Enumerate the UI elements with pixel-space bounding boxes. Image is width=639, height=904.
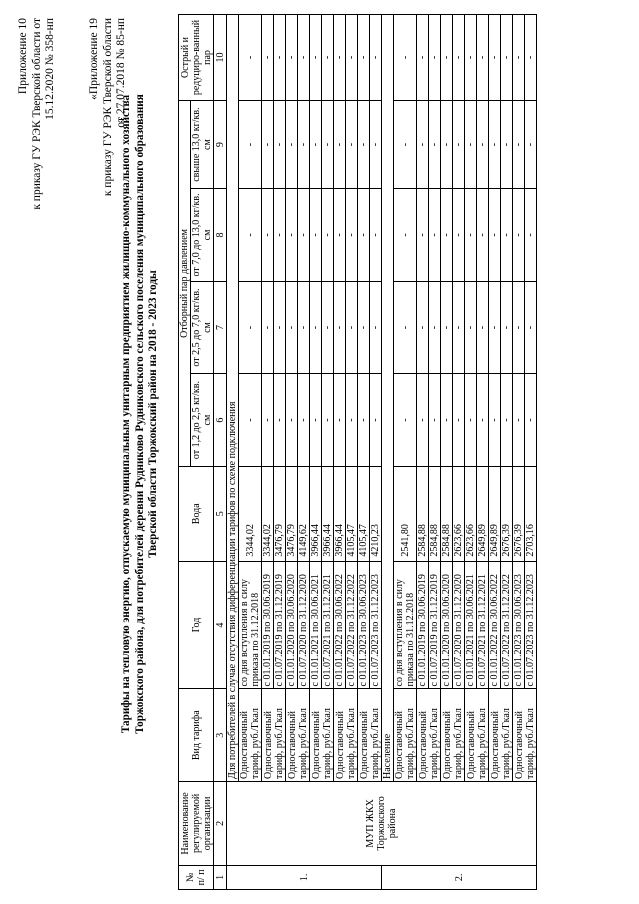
steam-tariff-dash: - xyxy=(322,189,334,282)
water-tariff-value: 3966,44 xyxy=(322,466,334,561)
water-tariff-value: 2584,88 xyxy=(441,466,453,561)
steam-tariff-dash: - xyxy=(453,374,465,467)
steam-tariff-dash: - xyxy=(465,189,477,282)
steam-tariff-dash: - xyxy=(262,15,274,101)
column-number: 7 xyxy=(214,281,227,374)
steam-tariff-dash: - xyxy=(310,374,322,467)
water-tariff-value: 2541,80 xyxy=(394,466,417,561)
steam-tariff-dash: - xyxy=(370,189,382,282)
steam-tariff-dash: - xyxy=(346,15,358,101)
steam-tariff-dash: - xyxy=(477,101,489,189)
water-tariff-value: 2584,88 xyxy=(417,466,429,561)
header-tariff-type: Вид тарифа xyxy=(179,689,214,782)
title-line-2: Торжокского района, для потребителей деревни Рудниково Рудниковского сельского поселения муниципального образования xyxy=(133,94,146,734)
steam-tariff-dash: - xyxy=(262,374,274,467)
column-number: 8 xyxy=(214,189,227,282)
steam-tariff-dash: - xyxy=(429,281,441,374)
section-note-row xyxy=(227,15,239,890)
steam-tariff-dash: - xyxy=(262,189,274,282)
steam-tariff-dash: - xyxy=(298,189,310,282)
steam-tariff-dash: - xyxy=(239,15,262,101)
water-tariff-value: 4149,62 xyxy=(298,466,310,561)
steam-tariff-dash: - xyxy=(513,101,525,189)
steam-tariff-dash: - xyxy=(513,374,525,467)
steam-tariff-dash: - xyxy=(239,189,262,282)
tariff-period: с 01.01.2020 по 30.06.2020 xyxy=(441,561,453,689)
steam-tariff-dash: - xyxy=(429,15,441,101)
table-row xyxy=(489,15,501,890)
water-tariff-value: 2623,66 xyxy=(453,466,465,561)
section-note-row xyxy=(382,15,394,890)
column-number: 3 xyxy=(214,689,227,782)
column-number: 9 xyxy=(214,101,227,189)
steam-tariff-dash: - xyxy=(429,374,441,467)
steam-tariff-dash: - xyxy=(441,374,453,467)
steam-tariff-dash: - xyxy=(489,101,501,189)
tariff-period: с 01.01.2023 по 30.06.2023 xyxy=(358,561,370,689)
header-year: Год xyxy=(179,561,214,689)
header-sharp-steam: Острый и редуциро-ванный пар xyxy=(179,15,214,101)
section-number: 2. xyxy=(382,865,537,889)
steam-tariff-dash: - xyxy=(334,101,346,189)
tariff-period: с 01.07.2023 по 31.12.2023 xyxy=(370,561,382,689)
steam-tariff-dash: - xyxy=(298,281,310,374)
table-row xyxy=(334,15,346,890)
steam-tariff-dash: - xyxy=(334,189,346,282)
steam-tariff-dash: - xyxy=(525,281,537,374)
appendix-header xyxy=(17,18,58,268)
steam-tariff-dash: - xyxy=(394,15,417,101)
steam-tariff-dash: - xyxy=(465,281,477,374)
water-tariff-value: 3476,79 xyxy=(274,466,286,561)
table-row xyxy=(358,15,370,890)
steam-tariff-dash: - xyxy=(358,15,370,101)
steam-tariff-dash: - xyxy=(346,189,358,282)
steam-tariff-dash: - xyxy=(358,374,370,467)
water-tariff-value: 3476,79 xyxy=(286,466,298,561)
steam-tariff-dash: - xyxy=(441,15,453,101)
steam-tariff-dash: - xyxy=(239,374,262,467)
steam-tariff-dash: - xyxy=(334,15,346,101)
steam-tariff-dash: - xyxy=(262,281,274,374)
water-tariff-value: 3966,44 xyxy=(310,466,322,561)
water-tariff-value: 4210,23 xyxy=(370,466,382,561)
steam-tariff-dash: - xyxy=(358,189,370,282)
table-row xyxy=(513,15,525,890)
steam-tariff-dash: - xyxy=(501,281,513,374)
tariff-period: с 01.07.2020 по 31.12.2020 xyxy=(298,561,310,689)
steam-tariff-dash: - xyxy=(298,101,310,189)
tariff-type: Одноставочный тариф, руб./Гкал xyxy=(262,689,286,782)
steam-tariff-dash: - xyxy=(346,374,358,467)
steam-tariff-dash: - xyxy=(274,374,286,467)
tariff-type: Одноставочный тариф, руб./Гкал xyxy=(465,689,489,782)
steam-tariff-dash: - xyxy=(310,281,322,374)
column-number: 6 xyxy=(214,374,227,467)
header-steam-4: свыше 13,0 кг/кв. см xyxy=(191,101,214,189)
steam-tariff-dash: - xyxy=(239,101,262,189)
water-tariff-value: 2649,89 xyxy=(477,466,489,561)
document-title xyxy=(120,24,161,804)
steam-tariff-dash: - xyxy=(370,374,382,467)
title-line-1: Тарифы на тепловую энергию, отпускаемую муниципальным унитарным предприятием жилищно-коммунального хозяйства xyxy=(120,94,132,734)
steam-tariff-dash: - xyxy=(429,101,441,189)
steam-tariff-dash: - xyxy=(417,15,429,101)
steam-tariff-dash: - xyxy=(417,101,429,189)
column-number: 10 xyxy=(214,15,227,101)
steam-tariff-dash: - xyxy=(322,281,334,374)
appendix-title: Приложение 10 xyxy=(17,18,29,95)
steam-tariff-dash: - xyxy=(394,281,417,374)
appendix-order-date: 15.12.2020 № 358-нп xyxy=(44,18,57,120)
steam-tariff-dash: - xyxy=(286,15,298,101)
water-tariff-value: 3344,02 xyxy=(239,466,262,561)
water-tariff-value: 3966,44 xyxy=(334,466,346,561)
steam-tariff-dash: - xyxy=(477,189,489,282)
steam-tariff-dash: - xyxy=(501,15,513,101)
tariff-period: со дня вступления в силу приказа по 31.12.2018 xyxy=(239,561,262,689)
table-row xyxy=(417,15,429,890)
steam-tariff-dash: - xyxy=(286,101,298,189)
column-number: 1 xyxy=(214,865,227,889)
tariff-period: с 01.07.2020 по 31.12.2020 xyxy=(453,561,465,689)
steam-tariff-dash: - xyxy=(489,374,501,467)
steam-tariff-dash: - xyxy=(322,101,334,189)
water-tariff-value: 2623,66 xyxy=(465,466,477,561)
tariff-period: с 01.01.2022 по 30.06.2022 xyxy=(489,561,501,689)
steam-tariff-dash: - xyxy=(358,101,370,189)
steam-tariff-dash: - xyxy=(489,189,501,282)
water-tariff-value: 4105,47 xyxy=(358,466,370,561)
section-note: Для потребителей в случае отсутствия дифференциации тарифов по схеме подключения xyxy=(227,15,239,782)
table-row xyxy=(394,15,417,890)
tariff-period: с 01.01.2022 по 30.06.2022 xyxy=(334,561,346,689)
steam-tariff-dash: - xyxy=(525,189,537,282)
tariff-period: с 01.01.2023 по 30.06.2023 xyxy=(513,561,525,689)
steam-tariff-dash: - xyxy=(525,15,537,101)
header-number: № п/ п xyxy=(179,865,214,889)
steam-tariff-dash: - xyxy=(441,101,453,189)
table-row xyxy=(310,15,322,890)
steam-tariff-dash: - xyxy=(346,281,358,374)
tariff-type: Одноставочный тариф, руб./Гкал xyxy=(394,689,417,782)
steam-tariff-dash: - xyxy=(298,374,310,467)
tariff-period: с 01.01.2019 по 30.06.2019 xyxy=(262,561,274,689)
organization-name: МУП ЖКХ Торжокского района xyxy=(227,782,537,866)
water-tariff-value: 4105,47 xyxy=(346,466,358,561)
table-row xyxy=(441,15,453,890)
tariff-period: с 01.07.2022 по 31.12.2022 xyxy=(501,561,513,689)
tariff-type: Одноставочный тариф, руб./Гкал xyxy=(441,689,465,782)
water-tariff-value: 2584,88 xyxy=(429,466,441,561)
title-line-3: Тверской области Торжокский район на 2018 - 2023 годы xyxy=(147,270,160,558)
steam-tariff-dash: - xyxy=(394,189,417,282)
steam-tariff-dash: - xyxy=(489,15,501,101)
steam-tariff-dash: - xyxy=(525,101,537,189)
steam-tariff-dash: - xyxy=(322,15,334,101)
tariff-type: Одноставочный тариф, руб./Гкал xyxy=(310,689,334,782)
prev-appendix-order-date: от 27.07.2018 № 85-нп xyxy=(115,18,128,128)
water-tariff-value: 3344,02 xyxy=(262,466,274,561)
steam-tariff-dash: - xyxy=(441,281,453,374)
steam-tariff-dash: - xyxy=(286,189,298,282)
water-tariff-value: 2703,16 xyxy=(525,466,537,561)
steam-tariff-dash: - xyxy=(370,15,382,101)
table-body xyxy=(227,15,537,890)
steam-tariff-dash: - xyxy=(239,281,262,374)
steam-tariff-dash: - xyxy=(274,101,286,189)
header-steam-2: от 2,5 до 7,0 кг/кв. см xyxy=(191,281,214,374)
section-number: 1. xyxy=(227,865,382,889)
steam-tariff-dash: - xyxy=(525,374,537,467)
table-row xyxy=(262,15,274,890)
tariff-type: Одноставочный тариф, руб./Гкал xyxy=(489,689,513,782)
header-steam-3: от 7,0 до 13,0 кг/кв. см xyxy=(191,189,214,282)
tariff-period: с 01.01.2021 по 30.06.2021 xyxy=(310,561,322,689)
header-organization: Наименование регулируемой организации xyxy=(179,782,214,866)
steam-tariff-dash: - xyxy=(334,281,346,374)
tariff-period: с 01.07.2021 по 31.12.2021 xyxy=(322,561,334,689)
steam-tariff-dash: - xyxy=(310,101,322,189)
steam-tariff-dash: - xyxy=(513,189,525,282)
tariff-type: Одноставочный тариф, руб./Гкал xyxy=(334,689,358,782)
steam-tariff-dash: - xyxy=(286,281,298,374)
steam-tariff-dash: - xyxy=(453,101,465,189)
steam-tariff-dash: - xyxy=(370,101,382,189)
tariff-type: Одноставочный тариф, руб./Гкал xyxy=(513,689,537,782)
header-steam-group: Отборный пар давлением xyxy=(179,101,191,467)
table-row xyxy=(239,15,262,890)
steam-tariff-dash: - xyxy=(298,15,310,101)
steam-tariff-dash: - xyxy=(477,374,489,467)
tariff-period: с 01.07.2022 по 31.12.2022 xyxy=(346,561,358,689)
steam-tariff-dash: - xyxy=(334,374,346,467)
tariff-type: Одноставочный тариф, руб./Гкал xyxy=(417,689,441,782)
steam-tariff-dash: - xyxy=(394,101,417,189)
tariff-period: со дня вступления в силу приказа по 31.12.2018 xyxy=(394,561,417,689)
steam-tariff-dash: - xyxy=(441,189,453,282)
steam-tariff-dash: - xyxy=(274,189,286,282)
steam-tariff-dash: - xyxy=(274,15,286,101)
tariff-period: с 01.01.2019 по 30.06.2019 xyxy=(417,561,429,689)
steam-tariff-dash: - xyxy=(501,374,513,467)
prev-appendix-order-ref: к приказу ГУ РЭК Тверской области xyxy=(101,18,114,197)
steam-tariff-dash: - xyxy=(453,15,465,101)
steam-tariff-dash: - xyxy=(453,189,465,282)
steam-tariff-dash: - xyxy=(274,281,286,374)
steam-tariff-dash: - xyxy=(346,101,358,189)
table-row xyxy=(286,15,298,890)
steam-tariff-dash: - xyxy=(489,281,501,374)
tariff-type: Одноставочный тариф, руб./Гкал xyxy=(286,689,310,782)
steam-tariff-dash: - xyxy=(394,374,417,467)
steam-tariff-dash: - xyxy=(465,101,477,189)
steam-tariff-dash: - xyxy=(417,189,429,282)
steam-tariff-dash: - xyxy=(477,15,489,101)
steam-tariff-dash: - xyxy=(513,281,525,374)
steam-tariff-dash: - xyxy=(513,15,525,101)
tariff-type: Одноставочный тариф, руб./Гкал xyxy=(358,689,382,782)
steam-tariff-dash: - xyxy=(358,281,370,374)
tariff-period: с 01.07.2021 по 31.12.2021 xyxy=(477,561,489,689)
steam-tariff-dash: - xyxy=(286,374,298,467)
prev-appendix-title: «Приложение 19 xyxy=(88,18,100,100)
tariff-type: Одноставочный тариф, руб./Гкал xyxy=(239,689,262,782)
steam-tariff-dash: - xyxy=(370,281,382,374)
steam-tariff-dash: - xyxy=(477,281,489,374)
tariff-period: с 01.01.2021 по 30.06.2021 xyxy=(465,561,477,689)
steam-tariff-dash: - xyxy=(310,189,322,282)
header-water: Вода xyxy=(179,466,214,561)
column-number: 2 xyxy=(214,782,227,866)
appendix-order-ref: к приказу ГУ РЭК Тверской области от xyxy=(30,18,43,210)
steam-tariff-dash: - xyxy=(465,374,477,467)
header-steam-1: от 1,2 до 2,5 кг/кв. см xyxy=(191,374,214,467)
column-numbers-row xyxy=(214,15,227,890)
steam-tariff-dash: - xyxy=(429,189,441,282)
steam-tariff-dash: - xyxy=(465,15,477,101)
tariff-table xyxy=(178,14,537,890)
section-note: Население xyxy=(382,15,394,782)
water-tariff-value: 2649,89 xyxy=(489,466,501,561)
steam-tariff-dash: - xyxy=(322,374,334,467)
tariff-period: с 01.07.2019 по 31.12.2019 xyxy=(274,561,286,689)
water-tariff-value: 2676,39 xyxy=(513,466,525,561)
tariff-period: с 01.07.2023 по 31.12.2023 xyxy=(525,561,537,689)
tariff-period: с 01.01.2020 по 30.06.2020 xyxy=(286,561,298,689)
steam-tariff-dash: - xyxy=(417,374,429,467)
table-row xyxy=(465,15,477,890)
steam-tariff-dash: - xyxy=(501,189,513,282)
steam-tariff-dash: - xyxy=(262,101,274,189)
column-number: 5 xyxy=(214,466,227,561)
column-number: 4 xyxy=(214,561,227,689)
steam-tariff-dash: - xyxy=(417,281,429,374)
steam-tariff-dash: - xyxy=(501,101,513,189)
water-tariff-value: 2676,39 xyxy=(501,466,513,561)
steam-tariff-dash: - xyxy=(453,281,465,374)
steam-tariff-dash: - xyxy=(310,15,322,101)
tariff-period: с 01.07.2019 по 31.12.2019 xyxy=(429,561,441,689)
